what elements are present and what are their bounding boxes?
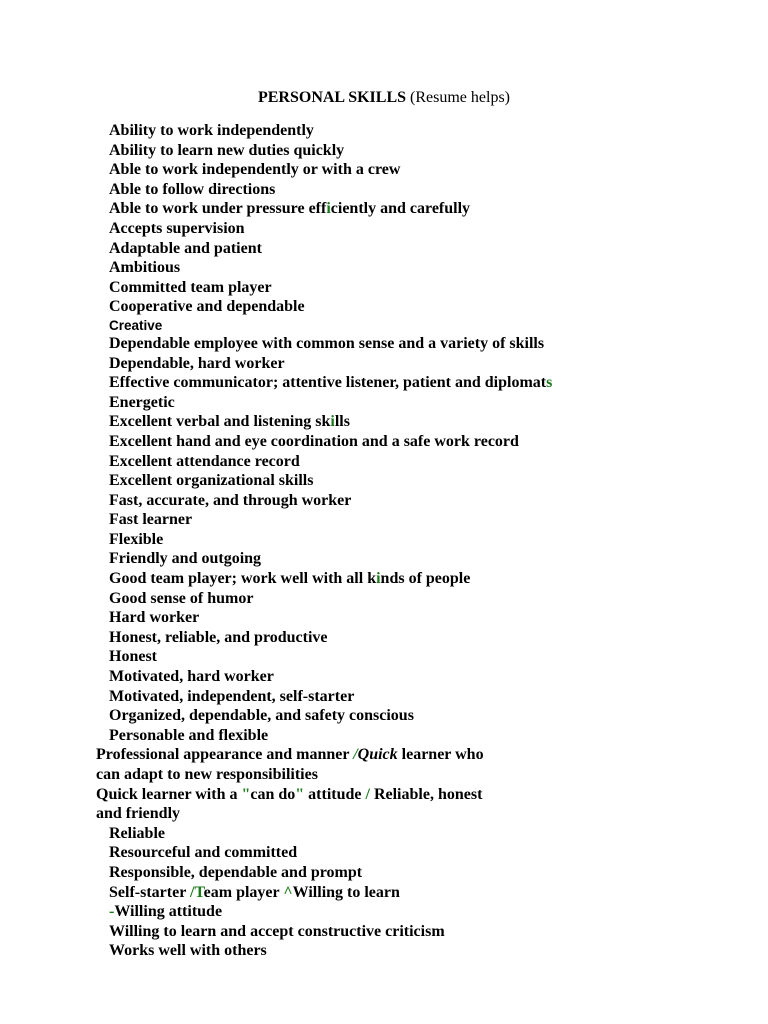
skills-list: [0, 121, 768, 961]
title-main: PERSONAL SKILLS: [257, 89, 407, 106]
list-item: Quick learner with a "can do" attitude / Reliable, honest and friendly: [96, 785, 483, 823]
list-item: Effective communicator; attentive listener, patient and diplomats: [109, 374, 553, 392]
list-item: Fast learner: [109, 511, 193, 529]
list-item: Dependable employee with common sense and a variety of skills: [109, 334, 545, 352]
list-item: Personable and flexible: [109, 726, 269, 744]
list-item: Motivated, hard worker: [109, 668, 274, 686]
list-item: Excellent attendance record: [109, 452, 300, 470]
list-item: Dependable, hard worker: [109, 354, 285, 372]
list-item: Hard worker: [109, 609, 200, 627]
list-item: Accepts supervision: [109, 219, 245, 237]
list-item: Cooperative and dependable: [109, 298, 305, 316]
list-item: Able to work under pressure efficiently and carefully: [109, 200, 471, 218]
list-item: Fast, accurate, and through worker: [109, 491, 352, 509]
list-item: Professional appearance and manner /Quick learner who can adapt to new responsibilities: [96, 746, 484, 783]
list-item: Resourceful and committed: [109, 844, 298, 862]
list-item: Works well with others: [109, 942, 267, 960]
list-item: Reliable: [109, 824, 165, 842]
list-item: Able to follow directions: [109, 180, 276, 198]
page-title: [0, 88, 768, 108]
list-item: Excellent verbal and listening skills: [109, 413, 350, 431]
list-item: Honest: [109, 648, 157, 666]
list-item: Ability to work independently: [109, 122, 314, 139]
list-item: Creative: [109, 317, 163, 333]
list-item: Ambitious: [109, 259, 181, 277]
list-item: Adaptable and patient: [109, 239, 262, 257]
list-item: Responsible, dependable and prompt: [109, 863, 363, 881]
list-item: Good team player; work well with all kinds of people: [109, 570, 471, 588]
list-item: Friendly and outgoing: [109, 550, 262, 568]
list-item: Committed team player: [109, 278, 272, 296]
list-item: Honest, reliable, and productive: [109, 628, 328, 646]
list-item: Ability to learn new duties quickly: [109, 141, 345, 159]
list-item: Motivated, independent, self-starter: [109, 687, 355, 705]
list-item: Able to work independently or with a crew: [109, 161, 401, 179]
title-sub: (Resume helps): [406, 89, 511, 106]
list-item: Self-starter /Team player ^Willing to learn: [109, 883, 400, 901]
list-item: Energetic: [109, 393, 175, 411]
list-item: Excellent hand and eye coordination and a safe work record: [109, 432, 519, 450]
list-item: Excellent organizational skills: [109, 472, 314, 490]
list-item: Good sense of humor: [109, 589, 254, 607]
list-item: Flexible: [109, 530, 164, 548]
list-item: Willing to learn and accept constructive criticism: [109, 922, 445, 940]
list-item: -Willing attitude: [109, 903, 223, 921]
list-item: Organized, dependable, and safety conscious: [109, 707, 414, 725]
